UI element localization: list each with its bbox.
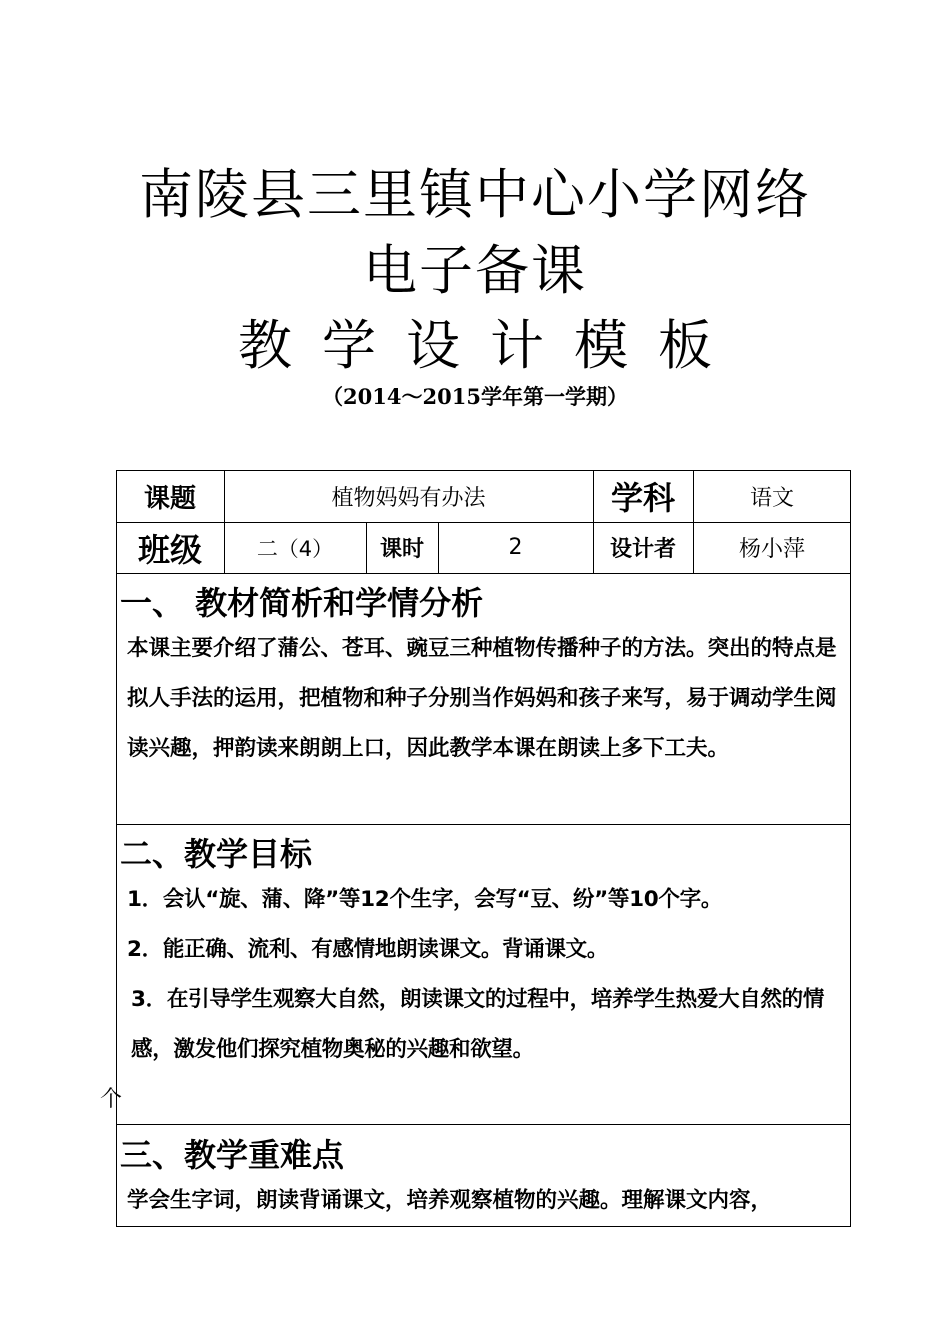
row-divider bbox=[116, 824, 851, 825]
section3-paragraph: 学会生字词，朗读背诵课文，培养观察植物的兴趣。理解课文内容， bbox=[127, 1188, 773, 1213]
section1-text bbox=[127, 624, 849, 774]
designer-value: 杨小萍 bbox=[738, 537, 805, 562]
title-line-3: 教学设计模板 bbox=[238, 314, 742, 377]
topic-label: 课题 bbox=[143, 483, 196, 514]
subject-label: 学科 bbox=[610, 479, 675, 517]
period-label: 课时 bbox=[379, 537, 424, 562]
topic-value: 植物妈妈有办法 bbox=[331, 485, 486, 511]
section1-heading: 一、 教材简析和学情分析 bbox=[120, 584, 484, 622]
section2-heading: 二、教学目标 bbox=[120, 835, 313, 873]
class-value: 二（4） bbox=[256, 536, 334, 561]
title-line-2: 电子备课 bbox=[363, 239, 587, 302]
goal-item-3: 3．在引导学生观察大自然，朗读课文的过程中，培养学生热爱大自然的情感，激发他们探究植物奥秘的兴趣和欲望。 bbox=[131, 987, 825, 1062]
goal-item-1: 1．会认“旋、蒲、降”等12个生字，会写“豆、纷”等10个字。 bbox=[127, 887, 723, 912]
section2-goals bbox=[127, 875, 851, 1075]
class-label: 班级 bbox=[137, 530, 202, 569]
section3-text bbox=[127, 1176, 849, 1226]
row-divider bbox=[116, 573, 851, 574]
section3-heading: 三、教学重难点 bbox=[120, 1136, 345, 1174]
designer-label: 设计者 bbox=[609, 537, 676, 562]
period-value: 2 bbox=[508, 535, 523, 560]
title-line-1: 南陵县三里镇中心小学网络 bbox=[139, 163, 811, 226]
section1-paragraph: 本课主要介绍了蒲公、苍耳、豌豆三种植物传播种子的方法。突出的特点是拟人手法的运用，把植物和种子分别当作妈妈和孩子来写，易于调动学生阅读兴趣，押韵读来朗朗上口，因此教学本课在朗读上多下工夫。 bbox=[127, 636, 837, 761]
row-divider bbox=[116, 1124, 851, 1125]
term-subtitle: （2014～2015学年第一学期） bbox=[322, 384, 628, 409]
goal-item-2: 2．能正确、流利、有感情地朗读课文。背诵课文。 bbox=[127, 937, 609, 962]
stray-character: 个 bbox=[100, 1087, 123, 1112]
subject-value: 语文 bbox=[749, 485, 794, 511]
